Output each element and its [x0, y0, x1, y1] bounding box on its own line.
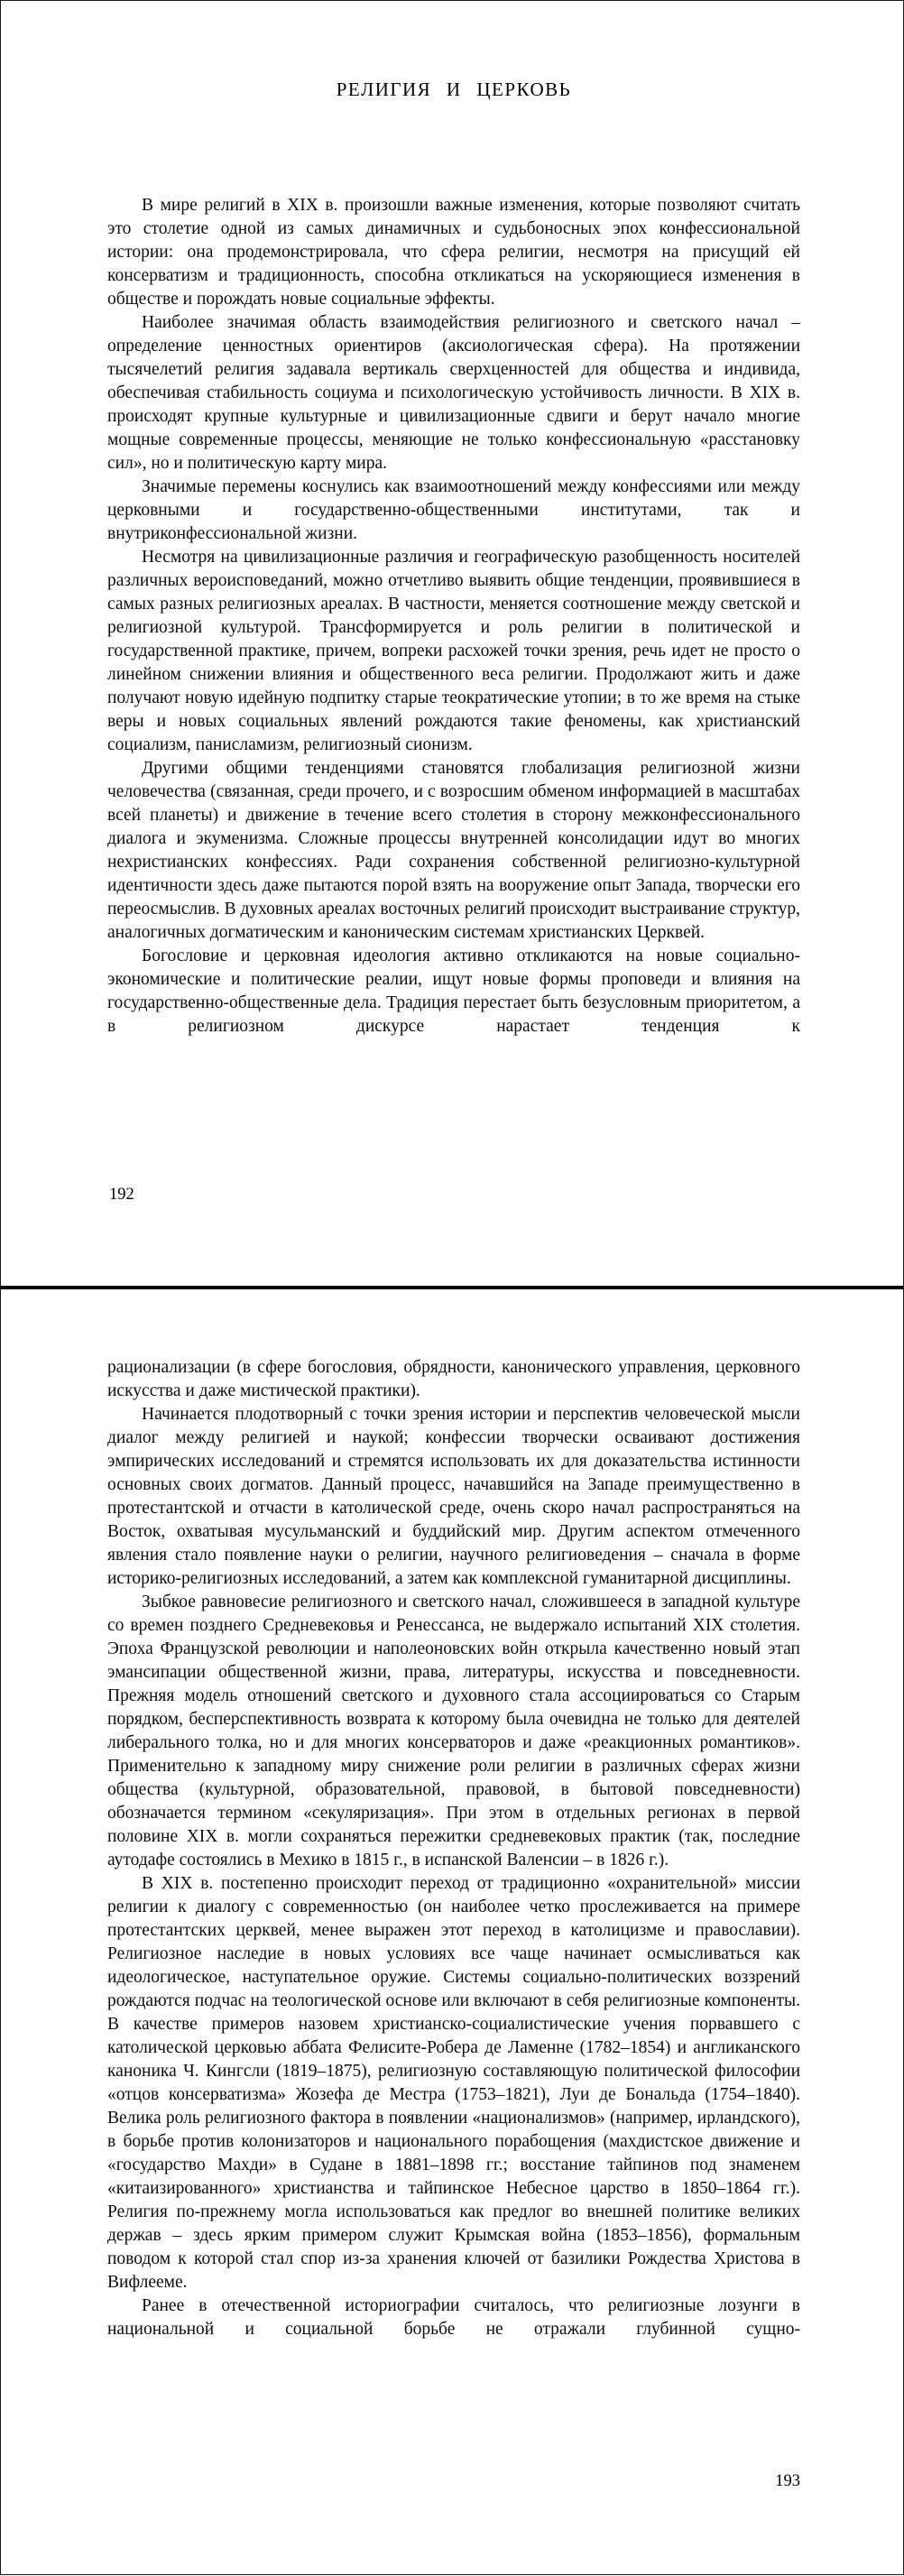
page-number-192: 192 — [109, 1186, 134, 1204]
paragraph: Наиболее значимая область взаимодействия религиозного и светского начал – определение ценностных ориентиров (аксиологическая сфера). На протяжении тысячелетий религия задавала вертикаль сверхценностей для общества и индивида, обеспечивая стабильность социума и психологическую устойчивость личности. В XIX в. происходят крупные культурные и цивилизационные сдвиги и берут начало многие мощные современные процессы, меняющие не только конфессиональную «расстановку сил», но и политическую карту мира. — [107, 313, 800, 473]
paragraph: Значимые перемены коснулись как взаимоотношений между конфессиями или между церковными и государственно-общественными институтами, так и внутриконфессиональной жизни. — [107, 477, 800, 543]
page-192-body — [107, 194, 800, 1039]
paragraph: Начинается плодотворный с точки зрения истории и перспектив человеческой мысли диалог между религией и наукой; конфессии творчески осваивают достижения эмпирических исследований и стремятся использовать их для доказательства истинности основных своих догматов. Данный процесс, начавшийся на Западе преимущественно в протестантской и отчасти в католической среде, очень скоро начал распространяться на Восток, охватывая мусульманский и буддийский мир. Другим аспектом отмеченного явления стало появление науки о религии, научного религиоведения – сначала в форме историко-религиозных исследований, а затем как комплексной гуманитарной дисциплины. — [107, 1405, 800, 1588]
paragraph: Богословие и церковная идеология активно откликаются на новые социально-экономические и политические реалии, ищут новые формы проповеди и влияния на государственно-общественные дела. Традиция перестает быть безусловным приоритетом, а в религиозном дискурсе нарастает тенденция к — [107, 946, 800, 1036]
page-193-body — [107, 1356, 800, 2341]
paragraph: Другими общими тенденциями становятся глобализация религиозной жизни человечества (связанная, среди прочего, и с возросшим обменом информацией в масштабах всей планеты) и движение в течение всего столетия в сторону межконфессионального диалога и экуменизма. Сложные процессы внутренней консолидации идут во многих нехристианских конфессиях. Ради сохранения собственной религиозно-культурной идентичности здесь даже пытаются порой взять на вооружение опыт Запада, творчески его переосмыслив. В духовных ареалах восточных религий происходит выстраивание структур, аналогичных догматическим и каноническим системам христианских Церквей. — [107, 759, 800, 942]
paragraph: В мире религий в XIX в. произошли важные изменения, которые позволяют считать это столетие одной из самых динамичных и судьбоносных эпох конфессиональной истории: она продемонстрировала, что сфера религии, несмотря на присущий ей консерватизм и традиционность, способна откликаться на ускоряющиеся изменения в обществе и порождать новые социальные эффекты. — [107, 196, 800, 309]
document-page-192 — [1, 1, 903, 1286]
chapter-heading: РЕЛИГИЯ И ЦЕРКОВЬ — [336, 78, 572, 100]
paragraph: В XIX в. постепенно происходит переход от традиционно «охранительной» миссии религии к диалогу с современностью (он наиболее четко прослеживается на примере протестантских церквей, менее выражен этот переход в католицизме и православии). Религиозное наследие в новых условиях все чаще начинает осмысливаться как идеологическое, наступательное оружие. Системы социально-политических воззрений рождаются подчас на теологической основе или включают в себя религиозные компоненты. В качестве примеров назовем христианско-социалистические учения порвавшего с католической церковью аббата Фелисите-Робера де Ламенне (1782–1854) и англиканского каноника Ч. Кингсли (1819–1875), религиозную составляющую политической философии «отцов консерватизма» Жозефа де Местра (1753–1821), Луи де Бональда (1754–1840). Велика роль религиозного фактора в появлении «национализмов» (например, ирландского), в борьбе против колонизаторов и национального порабощения (махдистское движение и «государство Махди» в Судане в 1881–1898 гг.; восстание тайпинов под знаменем «китаизированного» христианства и тайпинское Небесное царство в 1850–1864 гг.). Религия по-прежнему могла использоваться как предлог во внешней политике великих держав – здесь ярким примером служит Крымская война (1853–1856), формальным поводом к которой стал спор из-за хранения ключей от базилики Рождества Христова в Вифлееме. — [107, 1874, 800, 2292]
page-number-193: 193 — [775, 2472, 800, 2490]
page-divider-line — [1, 1286, 903, 1289]
paragraph: Несмотря на цивилизационные различия и географическую разобщенность носителей различных вероисповеданий, можно отчетливо выявить общие тенденции, проявившиеся в самых разных религиозных ареалах. В частности, меняется соотношение между светской и религиозной культурой. Трансформируется и роль религии в политической и государственной практике, причем, вопреки расхожей точки зрения, речь идет не просто о линейном снижении влияния и общественного веса религии. Продолжают жить и даже получают новую идейную подпитку старые теократические утопии; в то же время на стыке веры и новых социальных явлений рождаются такие феномены, как христианский социализм, панисламизм, религиозный сионизм. — [107, 548, 800, 754]
paragraph: рационализации (в сфере богословия, обрядности, канонического управления, церковного искусства и даже мистической практики). — [107, 1358, 800, 1400]
paragraph: Зыбкое равновесие религиозного и светского начал, сложившееся в западной культуре со времен позднего Средневековья и Ренессанса, не выдержало испытаний XIX столетия. Эпоха Французской революции и наполеоновских войн открыла качественно новый этап эмансипации общественной жизни, права, литературы, искусства и повседневности. Прежняя модель отношений светского и духовного стала ассоциироваться со Старым порядком, бесперспективность возврата к которому была очевидна не только для деятелей либерального толка, но и для многих консерваторов и даже «реакционных романтиков». Применительно к западному миру снижение роли религии в различных сферах жизни общества (культурной, образовательной, правовой, в бытовой повседневности) обозначается термином «секуляризация». При этом в отдельных регионах в первой половине XIX в. могли сохраняться пережитки средневековых практик (так, последние аутодафе состоялись в Мехико в 1815 г., в испанской Валенсии – в 1826 г.). — [107, 1593, 800, 1870]
document-page-193 — [1, 1290, 903, 2576]
paragraph: Ранее в отечественной историографии считалось, что религиозные лозунги в национальной и социальной борьбе не отражали глубинной сущно- — [107, 2296, 800, 2339]
